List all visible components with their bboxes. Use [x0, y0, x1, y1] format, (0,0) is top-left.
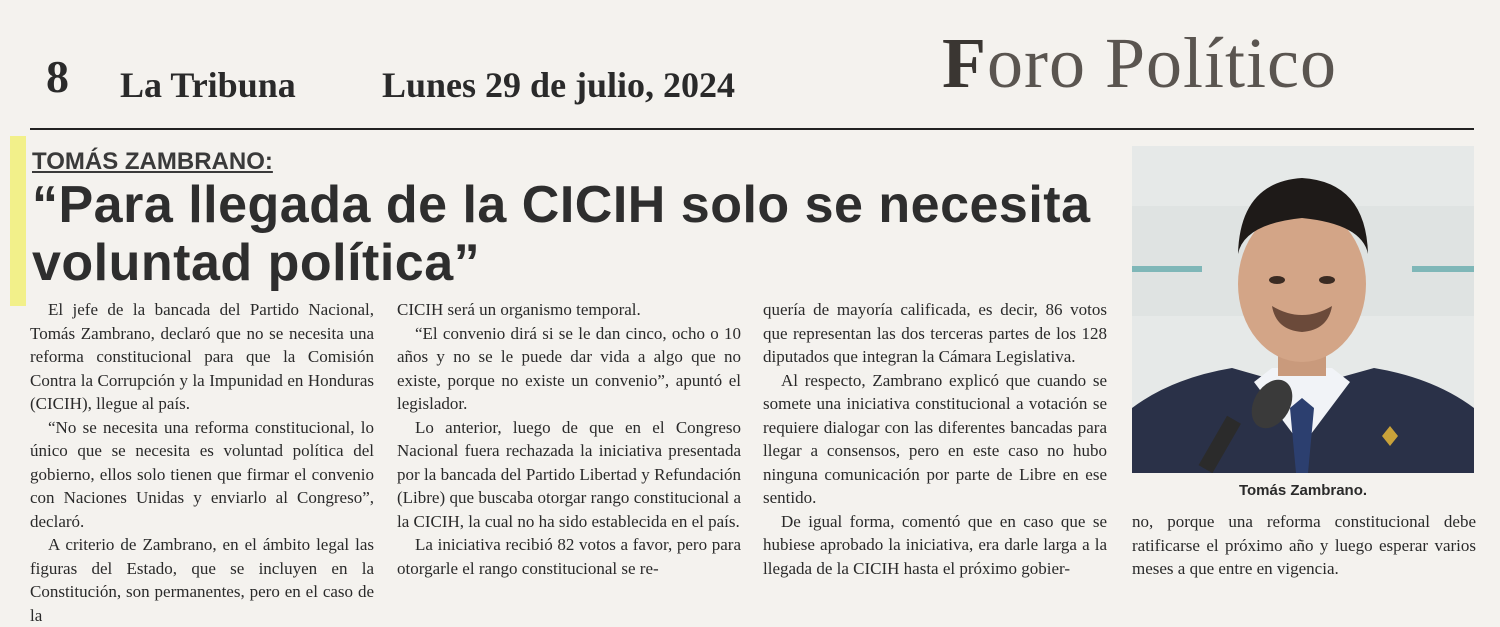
paragraph: Lo anterior, luego de que en el Congreso Nacional fuera rechazada la iniciativa presentada por la bancada del Partido Libertad y Refundación (Libre) que buscaba otorgar rango constitucional a la CICIH, la cual no ha sido establecida en el país.	[397, 417, 741, 531]
article-column-2	[397, 298, 741, 580]
paragraph: CICIH será un organismo temporal.	[397, 300, 641, 319]
paragraph: quería de mayoría calificada, es decir, 86 votos que representan las dos terceras partes de los 128 diputados que integran la Cámara Legislativa.	[763, 300, 1107, 366]
article-column-3	[763, 298, 1107, 580]
portrait-photo	[1132, 146, 1474, 473]
paragraph: Al respecto, Zambrano explicó que cuando se somete una iniciativa constitucional a votación se requiere dialogar con las diferentes bancadas para llegar a consensos, pero en este caso no hubo ninguna comunicación por parte de Libre en ese sentido.	[763, 370, 1107, 507]
article-column-4	[1132, 510, 1476, 581]
paragraph: La iniciativa recibió 82 votos a favor, pero para otorgarle el rango constitucional se re-	[397, 535, 741, 578]
paragraph: “No se necesita una reforma constitucional, lo único que se necesita es voluntad política del gobierno, ellos solo tienen que firmar el convenio con Naciones Unidas y enviarlo al Congreso”, declaró.	[30, 417, 374, 531]
paragraph: no, porque una reforma constitucional debe ratificarse el próximo año y luego esperar varios meses a que entre en vigencia.	[1132, 512, 1476, 578]
page-number: 8	[46, 51, 69, 102]
page-header	[0, 0, 1500, 128]
article-column-1	[30, 298, 374, 627]
portrait-illustration	[1132, 146, 1474, 473]
photo-caption: Tomás Zambrano.	[1238, 482, 1368, 499]
highlight-mark	[10, 136, 26, 306]
section-title-rest: oro Político	[986, 23, 1337, 103]
section-title-initial: F	[942, 23, 987, 103]
issue-date: Lunes 29 de julio, 2024	[382, 65, 736, 105]
paragraph: El jefe de la bancada del Partido Nacional, Tomás Zambrano, declaró que no se necesita una reforma constitucional para que la Comisión Contra la Corrupción y la Impunidad en Honduras (CICIH), llegue al país.	[30, 300, 374, 413]
header-rule	[30, 128, 1474, 130]
paragraph: “El convenio dirá si se le dan cinco, ocho o 10 años y no se le puede dar vida a algo que no existe, porque no existe un convenio”, apuntó el legislador.	[397, 323, 741, 413]
article-kicker: TOMÁS ZAMBRANO:	[32, 148, 273, 175]
article-headline: “Para llegada de la CICIH solo se necesita voluntad política”	[32, 176, 1091, 292]
paragraph: De igual forma, comentó que en caso que se hubiese aprobado la iniciativa, era darle larga a la llegada de la CICIH hasta el próximo gobier-	[763, 511, 1107, 578]
paragraph: A criterio de Zambrano, en el ámbito legal las figuras del Estado, que se incluyen en la Constitución, son permanentes, pero en el caso de la	[30, 535, 374, 625]
newspaper-name: La Tribuna	[120, 65, 296, 105]
section-title	[942, 22, 1337, 105]
